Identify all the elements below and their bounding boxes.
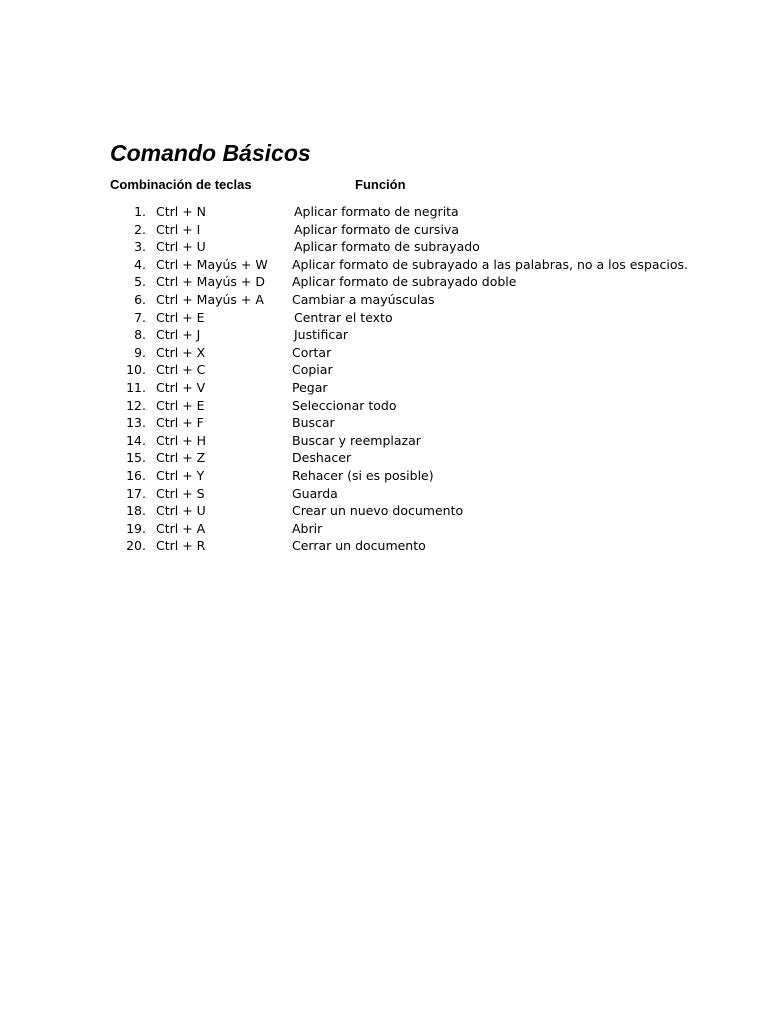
list-item <box>110 344 730 362</box>
item-number: 20. <box>126 538 146 554</box>
item-keys: Ctrl + V <box>156 379 206 395</box>
list-item <box>110 520 730 538</box>
item-number: 8. <box>134 327 146 343</box>
item-function: Cerrar un documento <box>292 538 426 554</box>
item-keys: Ctrl + C <box>156 362 206 378</box>
item-keys: Ctrl + U <box>156 503 206 519</box>
item-function: Buscar <box>292 415 335 431</box>
list-item <box>110 256 730 274</box>
item-function: Guarda <box>292 485 338 501</box>
item-function: Copiar <box>292 362 333 378</box>
item-number: 18. <box>126 503 146 519</box>
column-header-function: Función <box>355 177 406 192</box>
list-item <box>110 397 730 415</box>
item-number: 14. <box>126 432 146 448</box>
item-function: Aplicar formato de subrayado doble <box>292 274 517 290</box>
list-item <box>110 432 730 450</box>
item-keys: Ctrl + E <box>156 397 205 413</box>
item-number: 10. <box>126 362 146 378</box>
item-number: 2. <box>134 221 146 237</box>
item-number: 6. <box>134 291 146 307</box>
item-function: Aplicar formato de subrayado <box>294 239 480 255</box>
page-title: Comando Básicos <box>110 140 311 166</box>
list-item <box>110 326 730 344</box>
item-number: 11. <box>126 379 146 395</box>
item-function: Cortar <box>292 344 332 360</box>
list-item <box>110 238 730 256</box>
list-item <box>110 291 730 309</box>
item-keys: Ctrl + X <box>156 344 206 360</box>
item-keys: Ctrl + N <box>156 204 207 219</box>
item-keys: Ctrl + J <box>156 327 201 343</box>
item-number: 19. <box>126 520 146 536</box>
list-item <box>110 537 730 555</box>
item-function: Aplicar formato de negrita <box>294 204 459 219</box>
list-item <box>110 221 730 239</box>
list-item <box>110 485 730 503</box>
item-keys: Ctrl + S <box>156 485 205 501</box>
item-number: 13. <box>126 415 146 431</box>
item-keys: Ctrl + Z <box>156 450 206 466</box>
item-keys: Ctrl + R <box>156 538 206 554</box>
item-keys: Ctrl + H <box>156 432 207 448</box>
item-keys: Ctrl + F <box>156 415 204 431</box>
list-item <box>110 361 730 379</box>
item-function: Crear un nuevo documento <box>292 503 464 519</box>
item-number: 4. <box>134 256 146 272</box>
list-item <box>110 379 730 397</box>
item-number: 7. <box>134 309 146 325</box>
item-number: 16. <box>126 467 146 483</box>
item-keys: Ctrl + Y <box>156 467 205 483</box>
item-keys: Ctrl + Mayús + W <box>156 256 268 272</box>
item-keys: Ctrl + U <box>156 239 206 255</box>
list-item <box>110 414 730 432</box>
item-function: Aplicar formato de cursiva <box>294 221 459 237</box>
item-function: Pegar <box>292 379 328 395</box>
item-number: 17. <box>126 485 146 501</box>
item-number: 5. <box>134 274 146 290</box>
item-function: Justificar <box>294 327 349 343</box>
item-keys: Ctrl + E <box>156 309 205 325</box>
item-function: Rehacer (si es posible) <box>292 467 434 483</box>
item-function: Buscar y reemplazar <box>292 432 421 448</box>
list-item <box>110 467 730 485</box>
item-keys: Ctrl + Mayús + D <box>156 274 265 290</box>
list-item <box>110 502 730 520</box>
list-item <box>110 203 730 221</box>
item-number: 9. <box>134 344 146 360</box>
item-keys: Ctrl + I <box>156 221 201 237</box>
item-function: Cambiar a mayúsculas <box>292 291 435 307</box>
item-number: 15. <box>126 450 146 466</box>
item-function: Centrar el texto <box>294 309 393 325</box>
item-number: 3. <box>134 239 146 255</box>
item-function: Deshacer <box>292 450 352 466</box>
item-function: Seleccionar todo <box>292 397 397 413</box>
list-item <box>110 309 730 327</box>
item-number: 1. <box>134 204 146 219</box>
list-item <box>110 273 730 291</box>
item-keys: Ctrl + Mayús + A <box>156 291 264 307</box>
list-item <box>110 449 730 467</box>
item-function: Aplicar formato de subrayado a las palabras, no a los espacios. <box>292 256 689 272</box>
item-keys: Ctrl + A <box>156 520 206 536</box>
item-function: Abrir <box>292 520 323 536</box>
column-header-keys: Combinación de teclas <box>110 177 252 192</box>
item-number: 12. <box>126 397 146 413</box>
shortcut-list <box>110 203 730 555</box>
